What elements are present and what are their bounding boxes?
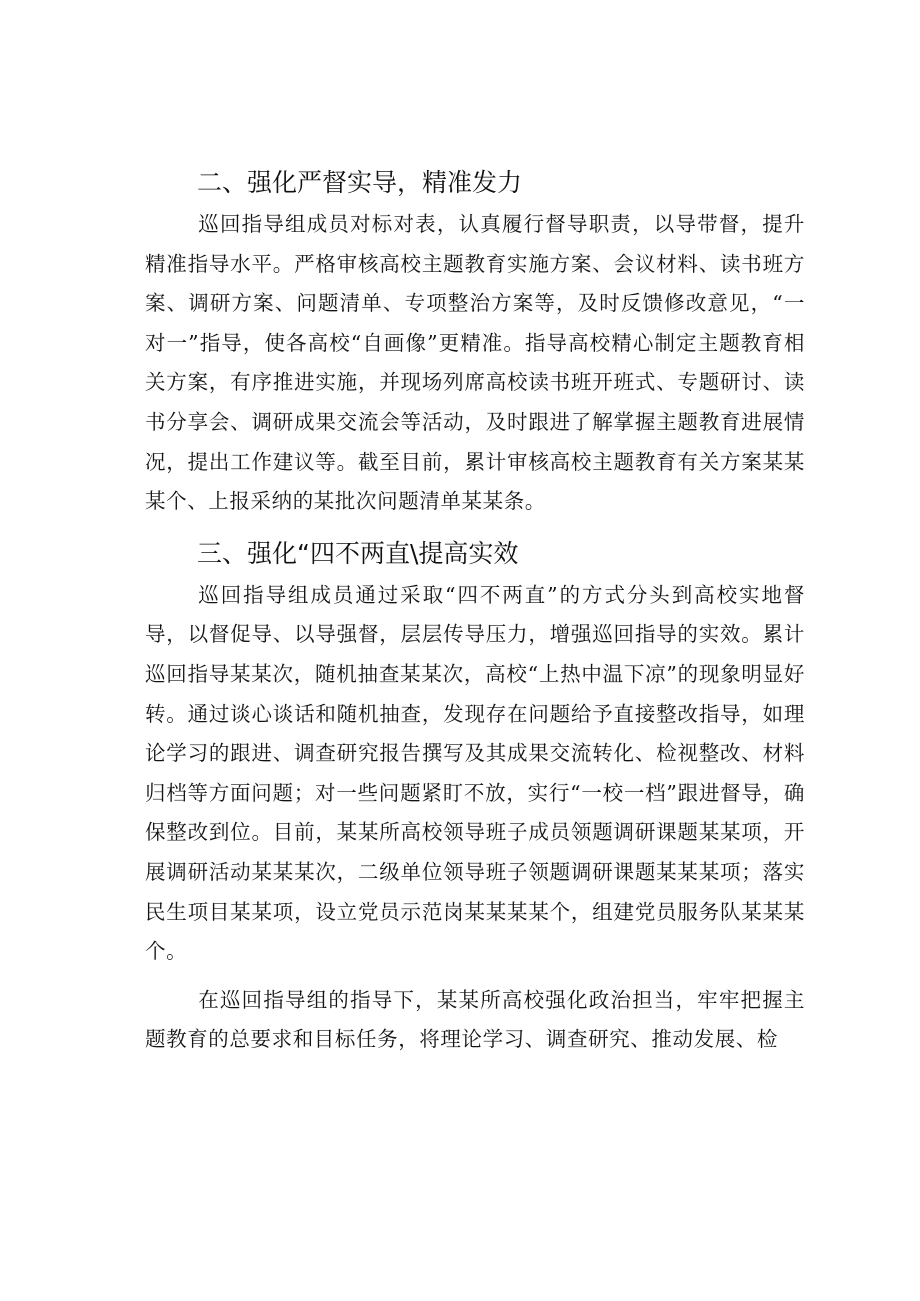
section-paragraph-3: 巡回指导组成员通过采取“四不两直”的方式分头到高校实地督导，以督促导、以导强督，层层传导压力，增强巡回指导的实效。累计巡回指导某某次，随机抽查某某次，高校“上热中温下凉”的现象明显好转。通过谈心谈话和随机抽查，发现存在问题给予直接整改指导，如理论学习的跟进、调查研究报告撰写及其成果交流转化、检视整改、材料归档等方面问题；对一些问题紧盯不放，实行“一校一档”跟进督导，确保整改到位。目前，某某所高校领导班子成员领题调研课题某某项，开展调研活动某某某次，二级单位领导班子领题调研课题某某某项；落实民生项目某某项，设立党员示范岗某某某某个，组建党员服务队某某某个。	[145, 582, 805, 964]
section-spacer	[145, 522, 805, 531]
section-heading-3: 三、强化“四不两直\提高实效	[197, 538, 519, 568]
section-paragraph-2: 巡回指导组成员对标对表，认真履行督导职责，以导带督，提升精准指导水平。严格审核高校主题教育实施方案、会议材料、读书班方案、调研方案、问题清单、专项整治方案等，及时反馈修改意见，“一对一”指导，使各高校“自画像”更精准。指导高校精心制定主题教育相关方案，有序推进实施，并现场列席高校读书班开班式、专题研讨、读书分享会、调研成果交流会等活动，及时跟进了解掌握主题教育进展情况，提出工作建议等。截至目前，累计审核高校主题教育有关方案某某某个、上报采纳的某批次问题清单某某条。	[145, 212, 805, 514]
closing-paragraph: 在巡回指导组的指导下，某某所高校强化政治担当，牢牢把握主题教育的总要求和目标任务，将理论学习、调查研究、推动发展、检	[145, 987, 805, 1052]
section-spacer	[145, 972, 805, 981]
section-heading-2: 二、强化严督实导，精准发力	[197, 168, 523, 197]
document-body	[145, 160, 805, 1060]
